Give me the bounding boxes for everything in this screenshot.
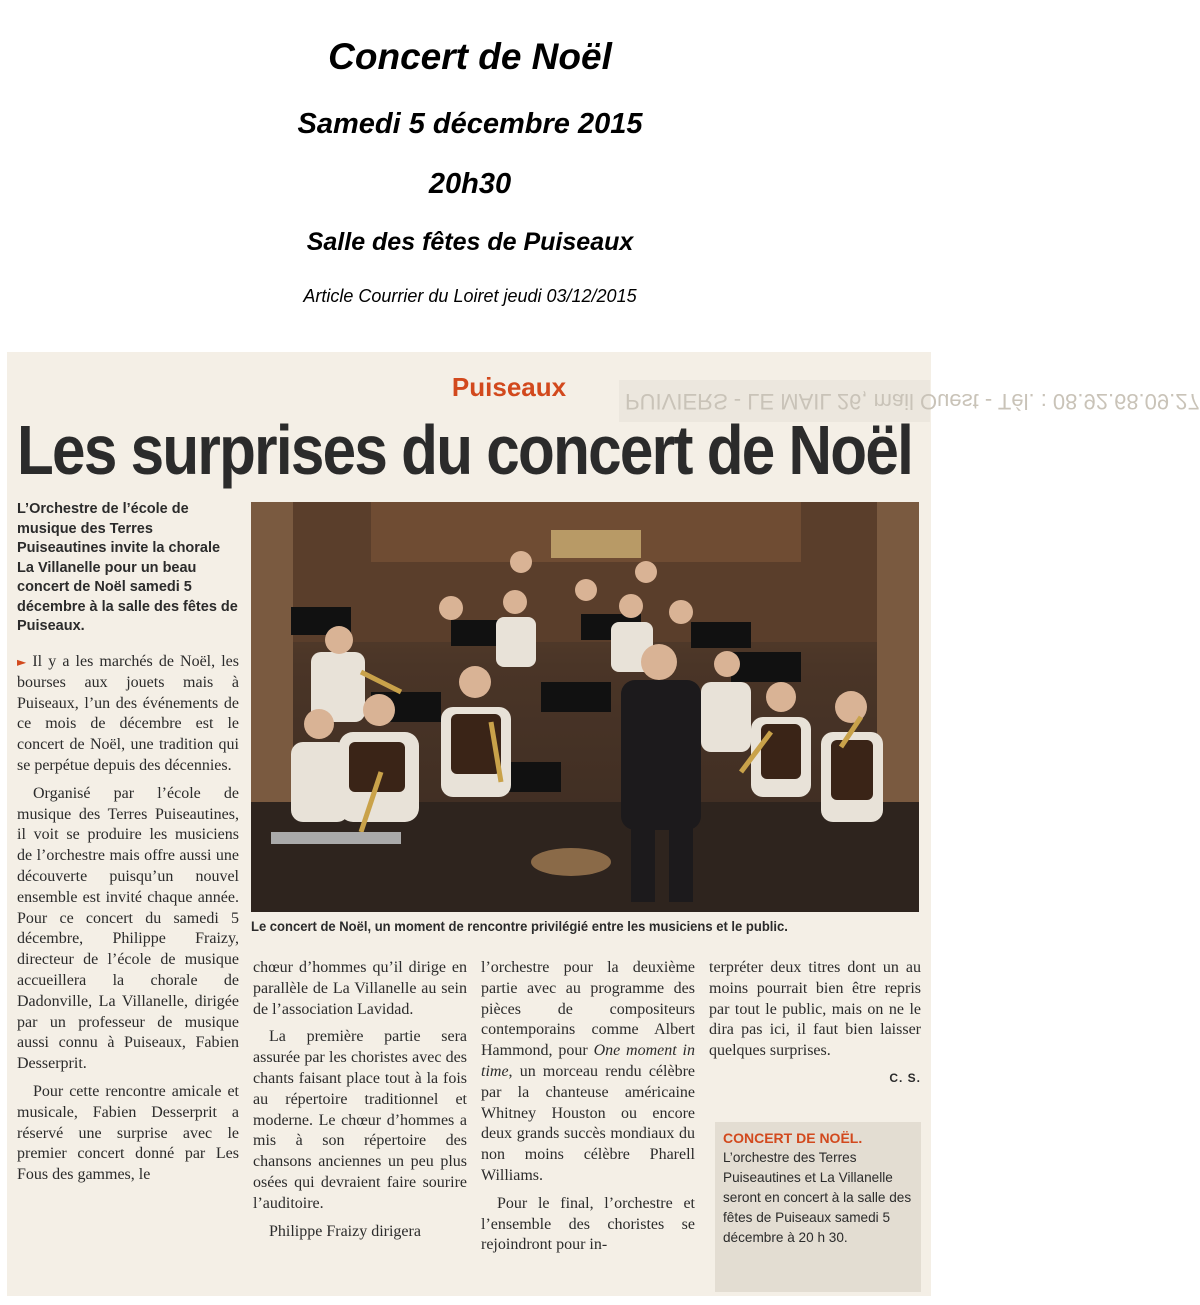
event-venue: Salle des fêtes de Puiseaux	[306, 228, 634, 256]
paragraph-3: Pour cette rencontre amicale et musicale, Fabien Desserprit a réservé une surprise avec le premier concert donné par Les Fous des gammes, le	[17, 1082, 239, 1184]
concert-photo	[251, 502, 919, 912]
article-column-4	[709, 958, 921, 1089]
photo-caption: Le concert de Noël, un moment de rencontre privilégié entre les musiciens et le public.	[251, 918, 788, 934]
info-box-body: L’orchestre des Terres Puiseautines et La Villanelle seront en concert à la salle des fêtes de Puiseaux samedi 5 décembre à 20 h 30.	[723, 1150, 912, 1245]
paragraph-5: Philippe Fraizy dirigera	[269, 1222, 421, 1240]
song-title: One moment in time	[481, 1042, 695, 1080]
bullet-icon: ►	[17, 655, 27, 669]
article-kicker	[7, 372, 931, 403]
page-title: Concert de Noël	[328, 36, 612, 77]
kicker-label: Puiseaux	[451, 372, 567, 402]
event-time: 20h30	[428, 168, 512, 200]
article-lead: L’Orchestre de l’école de musique des Terres Puiseautines invite la chorale La Villanelle pour un beau concert de Noël samedi 5 décembre à la salle des fêtes de Puiseaux.	[17, 501, 238, 634]
article-column-1	[17, 652, 239, 1186]
article-column-3	[481, 958, 695, 1256]
paragraph-1	[17, 652, 239, 777]
drum	[531, 848, 611, 876]
xylophone	[271, 832, 401, 844]
paragraph-4: La première partie sera assurée par les choristes avec des chants faisant place tout à la fois au répertoire traditionnel et moderne. Le chœur d’hommes a mis à son répertoire des chansons anciennes un peu plus osées qui devraient faire sourire l’auditoire.	[253, 1028, 467, 1212]
info-box	[715, 1122, 921, 1292]
paragraph-2: Organisé par l’école de musique des Terres Puiseautines, il voit se produire les musiciens de l’orchestre mais offre aussi une découverte puisqu’un nouvel ensemble est invité chaque année. Pour ce concert du samedi 5 décembre, Philippe Fraizy, directeur de l’école de musique accueillera la chorale de Dadonville, La Villanelle, dirigée par un professeur de musique aussi connu à Puiseaux, Fabien Desserprit.	[17, 784, 239, 1073]
event-date: Samedi 5 décembre 2015	[297, 108, 643, 140]
paragraph-3-cont: chœur d’hommes qu’il dirige en parallèle de La Villanelle au sein de l’association Lavidad.	[253, 959, 467, 1018]
info-box-title: CONCERT DE NOËL.	[723, 1130, 863, 1146]
paragraph-6: Pour le final, l’orchestre et l’ensemble des choristes se rejoindront pour in-	[481, 1194, 695, 1254]
bleed-through-text: PUIVIERS - LE MAIL 26, mail Ouest - Tél. : 08.92.68.09.27	[619, 380, 930, 422]
article-headline: Les surprises du concert de Noël	[17, 411, 913, 489]
article-column-2	[253, 958, 467, 1242]
paragraph-6-cont: terpréter deux titres dont un au moins pourrait bien être repris par tout le public, mais on ne le dira pas ici, il faut bien laisser quelques surprises.	[709, 959, 921, 1060]
author-signature: C. S.	[889, 1070, 921, 1085]
article-source: Article Courrier du Loiret jeudi 03/12/2015	[303, 286, 637, 306]
paragraph-5-cont-text: l’orchestre pour la deuxième partie avec au programme des pièces de compositeurs contemporains comme Albert Hammond, pour	[481, 959, 695, 1060]
orchestra-illustration	[251, 502, 919, 912]
stage-light	[551, 530, 641, 558]
paragraph-5-cont	[481, 958, 695, 1187]
paragraph-5-cont-end: , un morceau rendu célèbre par la chanteuse américaine Whitney Houston ou encore deux grands succès mondiaux du non moins célèbre Pharell Williams.	[481, 1062, 695, 1184]
newspaper-clipping	[7, 352, 1200, 1296]
paragraph-1-text: Il y a les marchés de Noël, les bourses aux jouets mais à Puiseaux, l’un des événements de ce mois de décembre est le concert de Noël, une tradition qui se perpétue depuis des décennies.	[17, 653, 239, 774]
